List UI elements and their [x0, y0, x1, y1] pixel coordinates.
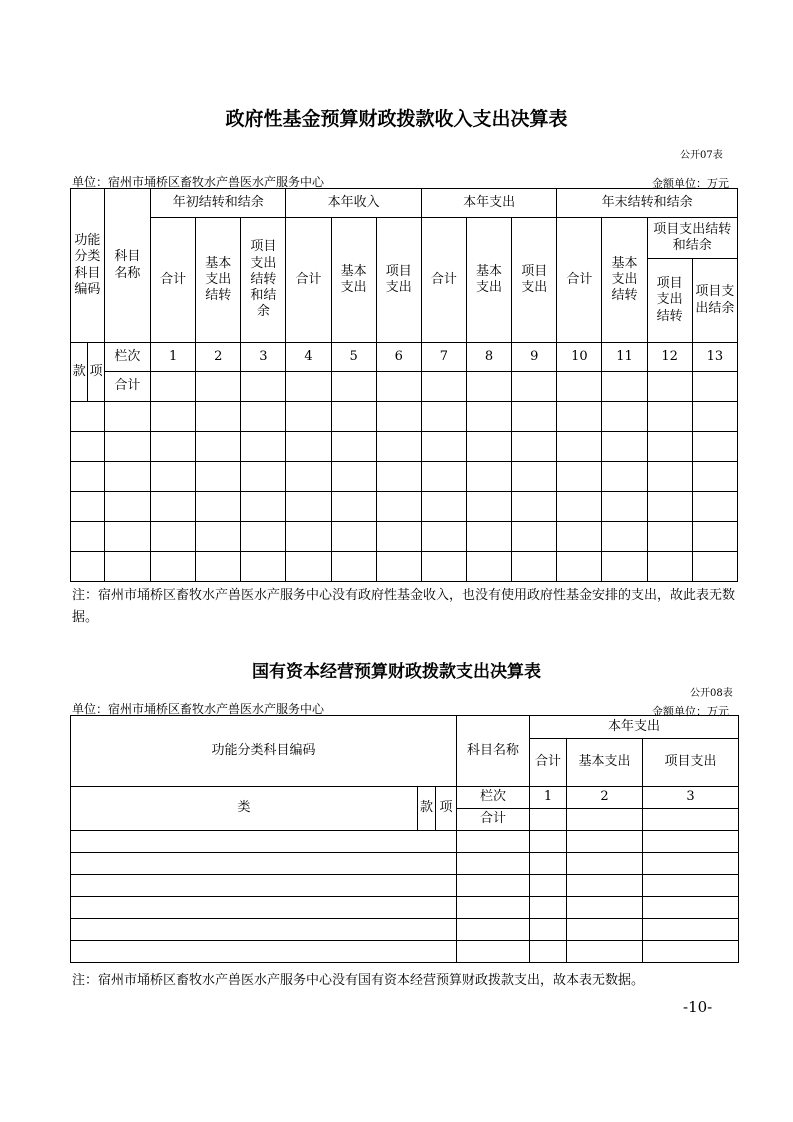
t07-num-cell: 12 [647, 343, 692, 372]
t07-grp-end: 年末结转和结余 [557, 189, 738, 218]
t07-h-proj-1: 项目支出 [376, 218, 421, 343]
t07-num-cell: 9 [512, 343, 557, 372]
t07-grp-income: 本年收入 [286, 189, 421, 218]
table07-title: 政府性基金预算财政拨款收入支出决算表 [225, 108, 568, 130]
t07-num-cell: 8 [467, 343, 512, 372]
t07-num-cell: 3 [241, 343, 286, 372]
table07-unit-left: 单位：宿州市埇桥区畜牧水产兽医水产服务中心 [72, 175, 325, 189]
t07-h-basic-carry: 基本支出结转 [196, 218, 241, 343]
t07-lanci: 栏次 [104, 343, 150, 372]
table-row [71, 853, 739, 875]
t07-col-name: 科目名称 [104, 189, 150, 343]
table08-number: 公开08表 [690, 688, 733, 699]
t07-num-cell: 6 [376, 343, 421, 372]
t08-heji: 合计 [457, 809, 530, 831]
t08-lanci: 栏次 [457, 787, 530, 809]
table07-unit-right: 金额单位：万元 [652, 177, 729, 190]
table07-note: 注：宿州市埇桥区畜牧水产兽医水产服务中心没有政府性基金收入，也没有使用政府性基金安排的支出，故此表无数据。 [72, 588, 736, 625]
table08-note: 注：宿州市埇桥区畜牧水产兽医水产服务中心没有国有资本经营预算财政拨款支出，故本表无数据。 [72, 973, 645, 988]
t07-h-proj-2: 项目支出 [512, 218, 557, 343]
t08-xiang: 项 [436, 787, 457, 831]
t08-h-total: 合计 [530, 739, 567, 787]
t07-grp-begin: 年初结转和结余 [151, 189, 286, 218]
table08-title: 国有资本经营预算财政拨款支出决算表 [252, 662, 541, 682]
t07-h-total-3: 合计 [421, 218, 466, 343]
table-row [71, 462, 738, 492]
t07-heji: 合计 [104, 372, 150, 402]
t08-grp-expense: 本年支出 [530, 716, 739, 739]
table-row [71, 941, 739, 963]
t07-num-cell: 10 [557, 343, 602, 372]
t07-h-basic-1: 基本支出 [331, 218, 376, 343]
t07-col-func: 功能分类科目编码 [71, 189, 105, 343]
t08-h-basic: 基本支出 [567, 739, 643, 787]
table-row [71, 402, 738, 432]
t07-h-basic-carry-2: 基本支出结转 [602, 218, 647, 343]
t07-num-cell: 13 [692, 343, 737, 372]
table-row [71, 432, 738, 462]
table-row [71, 552, 738, 582]
t07-h-proj-bal: 项目支出结余 [692, 259, 737, 343]
t07-h-total-2: 合计 [286, 218, 331, 343]
table-row [71, 831, 739, 853]
table07 [70, 188, 738, 582]
t07-h-total-1: 合计 [151, 218, 196, 343]
t08-h-proj: 项目支出 [643, 739, 739, 787]
t07-h-basic-2: 基本支出 [467, 218, 512, 343]
t07-h-proj-carry-bal: 项目支出结转和结余 [241, 218, 286, 343]
page-number: -10- [683, 998, 713, 1016]
table-row [71, 897, 739, 919]
t07-num-cell: 2 [196, 343, 241, 372]
table-row [71, 492, 738, 522]
table08 [70, 715, 739, 963]
t08-col-func: 功能分类科目编码 [71, 716, 457, 787]
table08-unit-right: 金额单位：万元 [652, 705, 729, 718]
t08-num-cell: 1 [530, 787, 567, 809]
table-row [71, 919, 739, 941]
t07-num-cell: 7 [421, 343, 466, 372]
t07-kuan: 款 [71, 343, 88, 402]
t07-num-cell: 4 [286, 343, 331, 372]
t08-num-cell: 3 [643, 787, 739, 809]
t07-num-cell: 1 [151, 343, 196, 372]
t07-num-cell: 5 [331, 343, 376, 372]
table-row [71, 875, 739, 897]
table08-unit-left: 单位：宿州市埇桥区畜牧水产兽医水产服务中心 [72, 702, 325, 716]
t07-xiang: 项 [88, 343, 104, 402]
t07-num-cell: 11 [602, 343, 647, 372]
t08-kuan: 款 [418, 787, 436, 831]
t08-col-name: 科目名称 [457, 716, 530, 787]
t08-lei: 类 [71, 787, 418, 831]
table07-number: 公开07表 [680, 150, 723, 161]
t07-h-total-4: 合计 [557, 218, 602, 343]
table-row [71, 522, 738, 552]
t07-grp-expense: 本年支出 [421, 189, 556, 218]
t08-num-cell: 2 [567, 787, 643, 809]
t07-h-proj-carry: 项目支出结转 [647, 259, 692, 343]
t07-h-proj-group: 项目支出结转和结余 [647, 218, 737, 259]
